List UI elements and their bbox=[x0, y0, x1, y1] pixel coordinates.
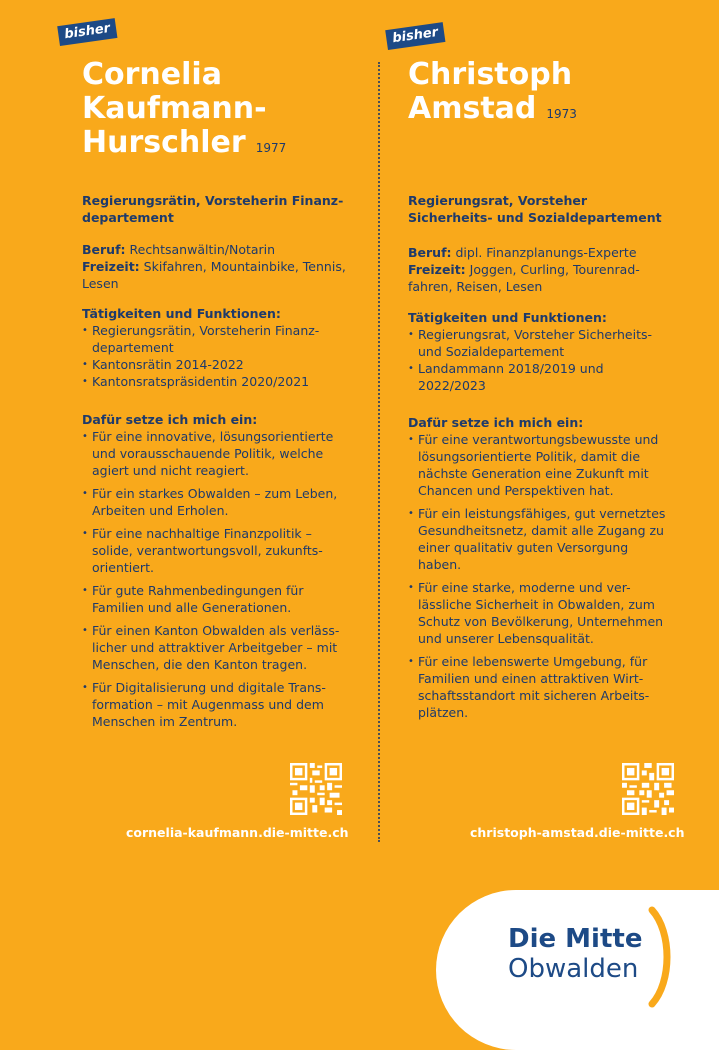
list-item: • Für eine nachhaltige Finanzpolitik – solide, verantwortungsvoll, zukunfts-orientiert. bbox=[82, 525, 347, 576]
list-item: • Für ein starkes Obwalden – zum Leben, Arbeiten und Erholen. bbox=[82, 485, 347, 519]
candidate-name: Christoph Amstad 1973 bbox=[408, 57, 577, 126]
birth-year: 1977 bbox=[255, 141, 287, 155]
column-divider bbox=[378, 62, 380, 842]
logo-line-2: Obwalden bbox=[508, 954, 639, 984]
list-item: • Landammann 2018/2019 und 2022/2023 bbox=[408, 360, 673, 394]
bisher-badge: bisher bbox=[57, 18, 117, 46]
list-item: • Für Digitalisierung und digitale Trans-formation – mit Augenmass und dem Menschen im Zentrum. bbox=[82, 679, 347, 730]
commitments-section bbox=[408, 414, 673, 727]
personal-info: Beruf: Rechtsanwältin/Notarin Freizeit: Skifahren, Mountainbike, Tennis, Lesen bbox=[82, 242, 346, 291]
bisher-badge: bisher bbox=[385, 22, 445, 50]
section-heading: Dafür setze ich mich ein: bbox=[82, 412, 258, 427]
list-item: • Regierungsrat, Vorsteher Sicherheits- und Sozialdepartement bbox=[408, 326, 673, 360]
section-heading: Tätigkeiten und Funktionen: bbox=[408, 310, 607, 325]
website-link[interactable]: cornelia-kaufmann.die-mitte.ch bbox=[126, 825, 349, 840]
functions-section bbox=[408, 309, 673, 394]
birth-year: 1973 bbox=[546, 107, 577, 121]
commitments-section bbox=[82, 411, 347, 736]
personal-info: Beruf: dipl. Finanzplanungs-Experte Freizeit: Joggen, Curling, Tourenrad-fahren, Reisen, Lesen bbox=[408, 245, 640, 294]
list-item: • Regierungsrätin, Vorsteherin Finanz-departement bbox=[82, 322, 347, 356]
list-item: • Für eine innovative, lösungsorientierte und vorausschauende Politik, welche agiert und nicht reagiert. bbox=[82, 428, 347, 479]
list-item: • Kantonsrätin 2014-2022 bbox=[82, 356, 347, 373]
list-item: • Für eine lebenswerte Umgebung, für Familien und einen attraktiven Wirt-schaftsstandort mit sicheren Arbeits-plätzen. bbox=[408, 653, 673, 721]
role-title: Regierungsrätin, Vorsteherin Finanz-departement bbox=[82, 193, 344, 225]
list-item: • Für gute Rahmenbedingungen für Familien und alle Generationen. bbox=[82, 582, 347, 616]
functions-section bbox=[82, 305, 347, 390]
qr-code-icon[interactable] bbox=[290, 763, 342, 815]
qr-code-icon[interactable] bbox=[622, 763, 674, 815]
section-heading: Tätigkeiten und Funktionen: bbox=[82, 306, 281, 321]
party-logo bbox=[436, 890, 719, 1050]
list-item: • Für ein leistungsfähiges, gut vernetztes Gesundheitsnetz, damit alle Zugang zu einer qualitativ guten Versorgung haben. bbox=[408, 505, 673, 573]
list-item: • Für eine verantwortungsbewusste und lösungsorientierte Politik, damit die nächste Generation eine Zukunft mit Chancen und Perspektiven hat. bbox=[408, 431, 673, 499]
logo-arc-icon bbox=[632, 902, 682, 1012]
role-title: Regierungsrat, Vorsteher Sicherheits- und Sozialdepartement bbox=[408, 193, 662, 225]
list-item: • Für eine starke, moderne und ver-lässliche Sicherheit in Obwalden, zum Schutz von Bevölkerung, Unternehmen und unserer Lebensqualität. bbox=[408, 579, 673, 647]
section-heading: Dafür setze ich mich ein: bbox=[408, 415, 584, 430]
list-item: • Für einen Kanton Obwalden als verläss-licher und attraktiver Arbeitgeber – mit Menschen, die den Kanton tragen. bbox=[82, 622, 347, 673]
logo-line-1: Die Mitte bbox=[508, 924, 643, 954]
website-link[interactable]: christoph-amstad.die-mitte.ch bbox=[470, 825, 685, 840]
list-item: • Kantonsratspräsidentin 2020/2021 bbox=[82, 373, 347, 390]
candidate-name: Cornelia Kaufmann- Hurschler 1977 bbox=[82, 57, 287, 160]
